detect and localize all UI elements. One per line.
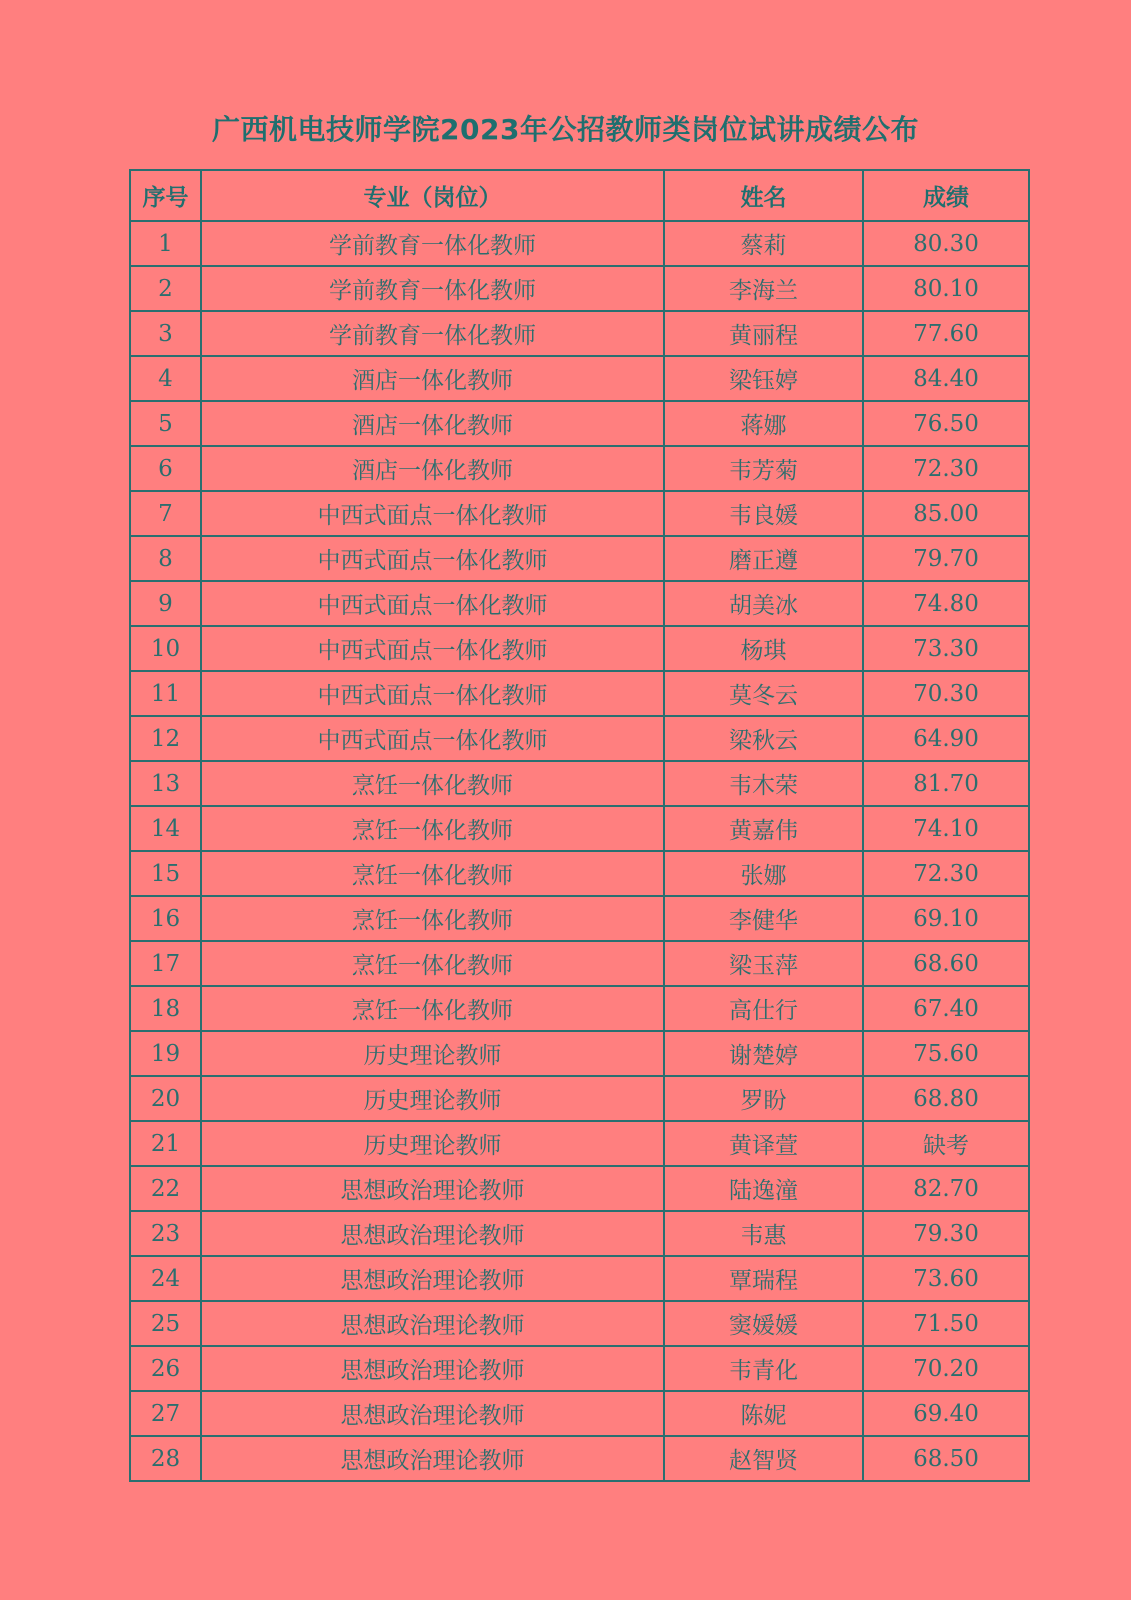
cell-name: 张娜 [664,851,863,896]
cell-no: 5 [130,401,201,446]
table-row [130,806,1029,851]
cell-major: 思想政治理论教师 [201,1436,664,1481]
cell-no: 13 [130,761,201,806]
cell-score: 81.70 [863,761,1029,806]
cell-score: 80.30 [863,221,1029,266]
cell-name: 蒋娜 [664,401,863,446]
table-row [130,1346,1029,1391]
cell-no: 20 [130,1076,201,1121]
cell-major: 思想政治理论教师 [201,1256,664,1301]
table-row [130,986,1029,1031]
cell-major: 历史理论教师 [201,1121,664,1166]
cell-name: 黄丽程 [664,311,863,356]
cell-score: 70.30 [863,671,1029,716]
table-row [130,671,1029,716]
cell-name: 韦惠 [664,1211,863,1256]
cell-name: 韦芳菊 [664,446,863,491]
cell-major: 酒店一体化教师 [201,356,664,401]
cell-major: 中西式面点一体化教师 [201,491,664,536]
cell-name: 李健华 [664,896,863,941]
table-row [130,941,1029,986]
cell-name: 韦青化 [664,1346,863,1391]
table-row [130,1031,1029,1076]
cell-major: 思想政治理论教师 [201,1346,664,1391]
cell-score: 76.50 [863,401,1029,446]
cell-name: 胡美冰 [664,581,863,626]
header-score: 成绩 [863,170,1029,221]
table-row [130,1391,1029,1436]
cell-no: 15 [130,851,201,896]
cell-major: 烹饪一体化教师 [201,896,664,941]
table-body [130,221,1029,1481]
cell-major: 思想政治理论教师 [201,1166,664,1211]
cell-major: 烹饪一体化教师 [201,986,664,1031]
cell-no: 14 [130,806,201,851]
cell-score: 79.70 [863,536,1029,581]
cell-score: 79.30 [863,1211,1029,1256]
table-row [130,311,1029,356]
cell-score: 80.10 [863,266,1029,311]
cell-major: 烹饪一体化教师 [201,941,664,986]
table-header-row [130,170,1029,221]
cell-score: 74.80 [863,581,1029,626]
cell-name: 梁钰婷 [664,356,863,401]
cell-no: 7 [130,491,201,536]
table-row [130,1211,1029,1256]
table-row [130,1256,1029,1301]
cell-score: 75.60 [863,1031,1029,1076]
table-row [130,1076,1029,1121]
cell-score: 73.30 [863,626,1029,671]
cell-no: 9 [130,581,201,626]
cell-major: 酒店一体化教师 [201,401,664,446]
cell-name: 韦良媛 [664,491,863,536]
table-row [130,896,1029,941]
cell-score: 77.60 [863,311,1029,356]
cell-major: 学前教育一体化教师 [201,221,664,266]
cell-no: 25 [130,1301,201,1346]
cell-no: 1 [130,221,201,266]
cell-no: 16 [130,896,201,941]
table-row [130,356,1029,401]
cell-score: 74.10 [863,806,1029,851]
cell-no: 2 [130,266,201,311]
cell-score: 69.10 [863,896,1029,941]
table-row [130,1121,1029,1166]
cell-no: 8 [130,536,201,581]
table-row [130,536,1029,581]
cell-name: 李海兰 [664,266,863,311]
cell-name: 磨正遵 [664,536,863,581]
table-row [130,1166,1029,1211]
cell-no: 4 [130,356,201,401]
cell-no: 12 [130,716,201,761]
cell-major: 中西式面点一体化教师 [201,581,664,626]
cell-major: 学前教育一体化教师 [201,311,664,356]
cell-score: 69.40 [863,1391,1029,1436]
cell-major: 中西式面点一体化教师 [201,626,664,671]
cell-score: 68.80 [863,1076,1029,1121]
header-name: 姓名 [664,170,863,221]
cell-major: 思想政治理论教师 [201,1301,664,1346]
header-no: 序号 [130,170,201,221]
cell-name: 蔡莉 [664,221,863,266]
table-row [130,401,1029,446]
table-row [130,1301,1029,1346]
cell-name: 窦媛媛 [664,1301,863,1346]
cell-name: 梁玉萍 [664,941,863,986]
cell-major: 烹饪一体化教师 [201,806,664,851]
cell-no: 21 [130,1121,201,1166]
cell-major: 学前教育一体化教师 [201,266,664,311]
cell-no: 6 [130,446,201,491]
cell-major: 思想政治理论教师 [201,1211,664,1256]
table-row [130,626,1029,671]
cell-no: 26 [130,1346,201,1391]
cell-no: 28 [130,1436,201,1481]
score-table [129,169,1030,1482]
cell-no: 17 [130,941,201,986]
page-title: 广西机电技师学院2023年公招教师类岗位试讲成绩公布 [212,113,919,146]
cell-score: 84.40 [863,356,1029,401]
cell-name: 罗盼 [664,1076,863,1121]
cell-score: 71.50 [863,1301,1029,1346]
cell-name: 陆逸潼 [664,1166,863,1211]
header-major: 专业（岗位） [201,170,664,221]
cell-no: 3 [130,311,201,356]
cell-name: 莫冬云 [664,671,863,716]
cell-no: 22 [130,1166,201,1211]
table-row [130,446,1029,491]
cell-name: 韦木荣 [664,761,863,806]
cell-no: 11 [130,671,201,716]
table-row [130,716,1029,761]
cell-major: 酒店一体化教师 [201,446,664,491]
table-row [130,221,1029,266]
cell-major: 中西式面点一体化教师 [201,671,664,716]
cell-name: 覃瑞程 [664,1256,863,1301]
cell-no: 24 [130,1256,201,1301]
table-row [130,581,1029,626]
cell-name: 黄嘉伟 [664,806,863,851]
cell-score: 72.30 [863,446,1029,491]
cell-name: 陈妮 [664,1391,863,1436]
cell-name: 谢楚婷 [664,1031,863,1076]
cell-name: 梁秋云 [664,716,863,761]
cell-major: 历史理论教师 [201,1076,664,1121]
cell-major: 中西式面点一体化教师 [201,536,664,581]
cell-no: 19 [130,1031,201,1076]
cell-score: 64.90 [863,716,1029,761]
cell-score: 68.50 [863,1436,1029,1481]
cell-major: 烹饪一体化教师 [201,761,664,806]
cell-score: 72.30 [863,851,1029,896]
table-row [130,266,1029,311]
cell-no: 18 [130,986,201,1031]
cell-no: 27 [130,1391,201,1436]
table-row [130,491,1029,536]
cell-score: 85.00 [863,491,1029,536]
cell-name: 黄译萱 [664,1121,863,1166]
table-row [130,1436,1029,1481]
cell-score: 73.60 [863,1256,1029,1301]
cell-major: 烹饪一体化教师 [201,851,664,896]
cell-name: 赵智贤 [664,1436,863,1481]
cell-score: 缺考 [863,1121,1029,1166]
cell-no: 23 [130,1211,201,1256]
cell-major: 历史理论教师 [201,1031,664,1076]
cell-major: 中西式面点一体化教师 [201,716,664,761]
table-row [130,761,1029,806]
cell-major: 思想政治理论教师 [201,1391,664,1436]
cell-no: 10 [130,626,201,671]
cell-score: 67.40 [863,986,1029,1031]
cell-score: 82.70 [863,1166,1029,1211]
cell-score: 70.20 [863,1346,1029,1391]
cell-name: 高仕行 [664,986,863,1031]
cell-score: 68.60 [863,941,1029,986]
cell-name: 杨琪 [664,626,863,671]
table-row [130,851,1029,896]
